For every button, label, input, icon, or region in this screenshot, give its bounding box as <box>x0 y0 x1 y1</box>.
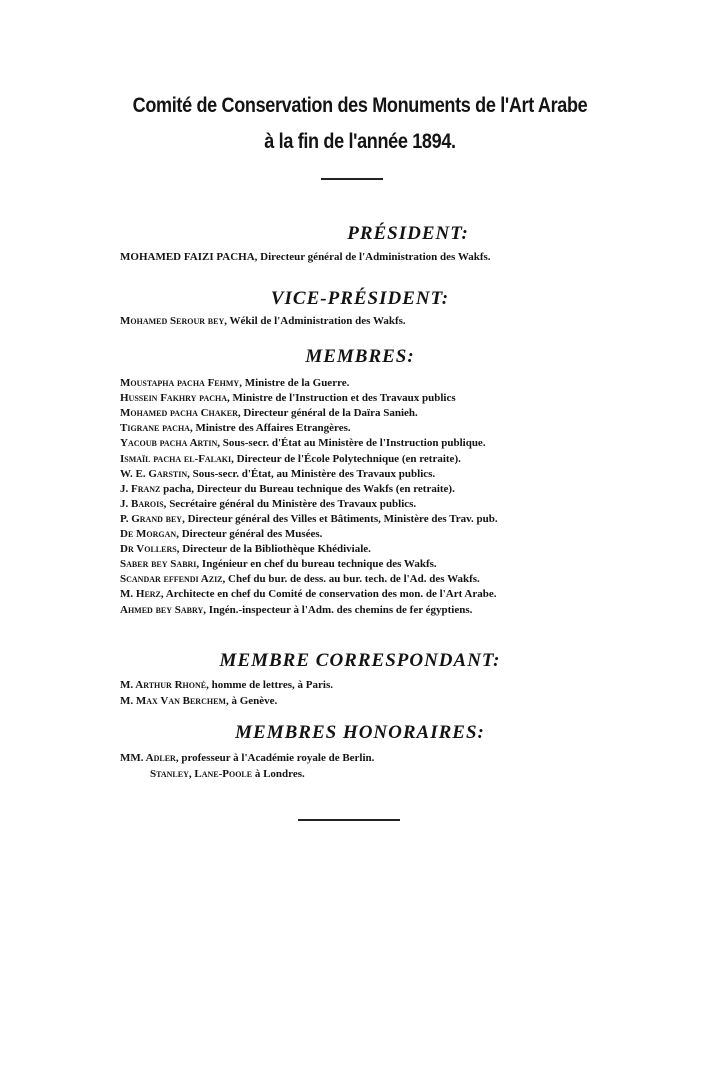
president-entry <box>120 250 491 265</box>
list-item <box>120 512 498 527</box>
vice-president-entry <box>120 314 406 329</box>
entry-name: Tigrane pacha, <box>120 422 193 435</box>
list-item <box>120 557 437 572</box>
list-item <box>120 572 480 587</box>
president-heading: PRÉSIDENT: <box>347 223 469 244</box>
entry-desc: Directeur de l'École Polytechnique (en retraite). <box>236 452 461 465</box>
list-item <box>120 391 456 406</box>
entry-name: J. Franz <box>120 482 161 495</box>
list-item <box>120 467 435 482</box>
entry-desc: Directeur de la Bibliothèque Khédiviale. <box>182 543 371 556</box>
bottom-divider <box>298 819 400 821</box>
list-item <box>120 603 472 618</box>
honoraires-heading: MEMBRES HONORAIRES: <box>235 722 485 743</box>
list-item <box>120 542 371 557</box>
list-item <box>120 376 349 391</box>
entry-name: Hussein Fakhry pacha, <box>120 392 230 405</box>
entry-desc: Ministre de l'Instruction et des Travaux publics <box>232 392 456 405</box>
entry-desc: Secrétaire général du Ministère des Travaux publics. <box>169 497 417 510</box>
entry-desc: Sous-secr. d'État, au Ministère des Travaux publics. <box>192 467 436 480</box>
list-item <box>120 497 416 512</box>
entry-name: Stanley, Lane-Poole <box>150 768 253 780</box>
entry-name: Mohamed pacha Chaker, <box>120 407 241 420</box>
entry-name: W. E. Garstin, <box>120 467 190 480</box>
entry-name: M. Arthur Rhoné, <box>120 679 209 691</box>
entry-desc: Directeur général des Musées. <box>181 528 323 540</box>
entry-desc: Ministre de la Guerre. <box>244 377 350 389</box>
list-item <box>120 482 455 497</box>
entry-name: M. Herz, <box>120 588 164 601</box>
entry-name: Ahmed bey Sabry, <box>120 603 207 616</box>
title-line-2: à la fin de l'année 1894. <box>264 130 456 153</box>
entry-name: M. Max Van Berchem, <box>120 695 229 707</box>
entry-desc: Ministre des Affaires Etrangères. <box>195 422 351 435</box>
list-item <box>120 678 333 693</box>
entry-name: Moustapha pacha Fehmy, <box>120 377 242 389</box>
list-item <box>120 751 374 766</box>
correspondant-heading: MEMBRE CORRESPONDANT: <box>219 650 501 671</box>
title-line-1: Comité de Conservation des Monuments de l'Art Arabe <box>132 94 588 117</box>
entry-name: P. Grand bey, <box>120 512 185 525</box>
entry-name: Yacoub pacha Artin, <box>120 437 220 450</box>
entry-desc: Directeur général de la Daïra Sanieh. <box>243 407 418 420</box>
entry-name: J. Barois, <box>120 497 167 510</box>
entry-desc: homme de lettres, à Paris. <box>211 679 333 691</box>
entry-name: De Morgan, <box>120 528 179 540</box>
entry-desc: Architecte en chef du Comité de conservation des mon. de l'Art Arabe. <box>165 588 497 601</box>
list-item <box>120 421 351 436</box>
entry-name: MOHAMED FAIZI PACHA, <box>120 251 258 263</box>
entry-name: Mohamed Serour bey, <box>120 315 227 327</box>
entry-desc: Ingénieur en chef du bureau technique des Wakfs. <box>201 558 437 571</box>
top-divider <box>321 178 383 180</box>
list-item <box>120 406 418 421</box>
list-item <box>150 767 305 782</box>
entry-desc: à Londres. <box>254 768 305 780</box>
entry-desc: pacha, Directeur du Bureau technique des Wakfs (en retraite). <box>163 482 455 495</box>
vice-president-heading: VICE-PRÉSIDENT: <box>270 288 450 309</box>
entry-name: Ismaïl pacha el-Falaki, <box>120 452 234 465</box>
entry-desc: Chef du bur. de dess. au bur. tech. de l'Ad. des Wakfs. <box>228 573 480 586</box>
list-item <box>120 436 486 451</box>
entry-desc: Ingén.-inspecteur à l'Adm. des chemins de fer égyptiens. <box>208 603 473 616</box>
list-item <box>120 694 277 709</box>
entry-desc: professeur à l'Académie royale de Berlin. <box>181 752 375 764</box>
list-item <box>120 587 496 602</box>
entry-desc: Wékil de l'Administration des Wakfs. <box>229 315 406 327</box>
entry-desc: à Genève. <box>231 695 278 707</box>
entry-name: MM. Adler, <box>120 752 179 764</box>
entry-name: Saber bey Sabri, <box>120 558 200 571</box>
entry-desc: Directeur général de l'Administration des Wakfs. <box>260 251 491 263</box>
entry-name: Dr Vollers, <box>120 543 180 556</box>
list-item <box>120 452 461 467</box>
membres-heading: MEMBRES: <box>305 346 415 367</box>
list-item <box>120 527 322 542</box>
entry-desc: Sous-secr. d'État au Ministère de l'Instruction publique. <box>222 437 486 450</box>
entry-desc: Directeur général des Villes et Bâtiments, Ministère des Trav. pub. <box>187 512 498 525</box>
entry-name: Scandar effendi Aziz, <box>120 573 226 586</box>
